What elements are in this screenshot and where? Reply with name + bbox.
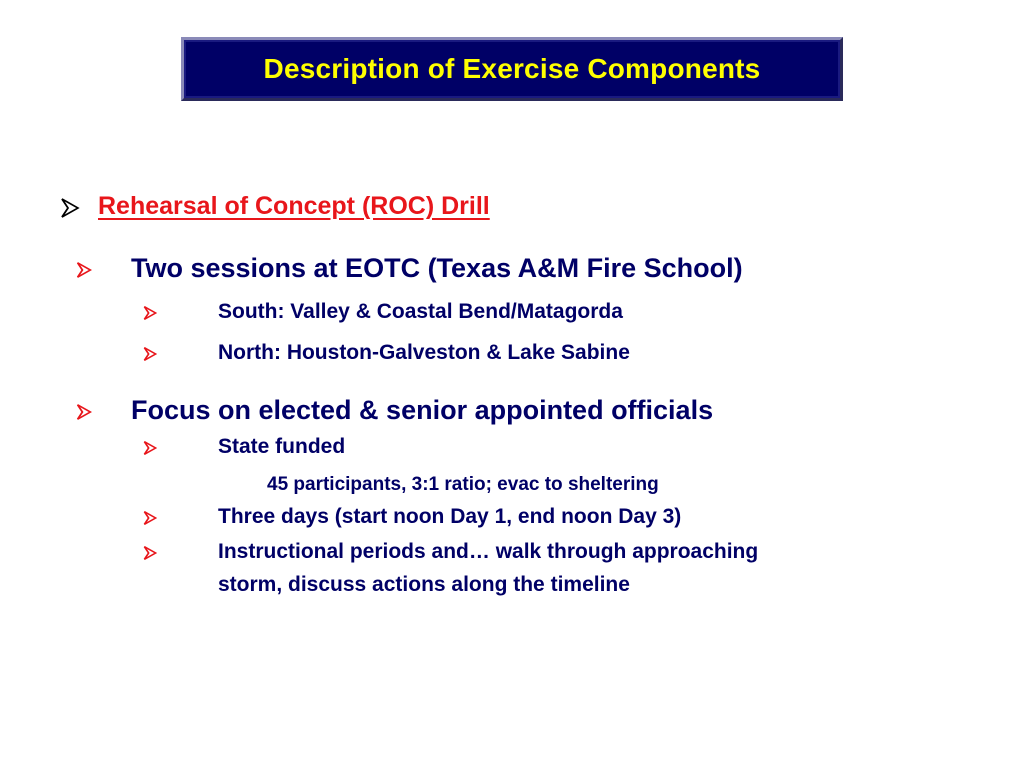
slide-title: Description of Exercise Components bbox=[263, 53, 761, 84]
sub-bullet-text: State funded bbox=[218, 435, 346, 458]
arrowhead-bullet-icon bbox=[143, 511, 157, 525]
arrowhead-bullet-icon bbox=[143, 441, 157, 455]
arrowhead-bullet-icon bbox=[60, 198, 80, 218]
arrowhead-bullet-icon bbox=[143, 347, 157, 361]
arrowhead-bullet-icon bbox=[143, 306, 157, 320]
arrowhead-bullet-icon bbox=[143, 546, 157, 560]
section-heading: Rehearsal of Concept (ROC) Drill bbox=[98, 192, 490, 220]
bullet-text: Two sessions at EOTC (Texas A&M Fire School) bbox=[131, 253, 743, 283]
bullet-text: Focus on elected & senior appointed officials bbox=[131, 395, 714, 425]
title-banner bbox=[181, 37, 843, 101]
sub-bullet-text: North: Houston-Galveston & Lake Sabine bbox=[218, 341, 630, 364]
detail-text: 45 participants, 3:1 ratio; evac to sheltering bbox=[267, 474, 659, 495]
sub-bullet-text: Three days (start noon Day 1, end noon Day 3) bbox=[218, 505, 682, 528]
arrowhead-bullet-icon bbox=[76, 262, 92, 278]
sub-bullet-text-continued: storm, discuss actions along the timeline bbox=[218, 573, 630, 596]
arrowhead-bullet-icon bbox=[76, 404, 92, 420]
sub-bullet-text: Instructional periods and… walk through approaching bbox=[218, 540, 759, 563]
sub-bullet-text: South: Valley & Coastal Bend/Matagorda bbox=[218, 300, 623, 323]
